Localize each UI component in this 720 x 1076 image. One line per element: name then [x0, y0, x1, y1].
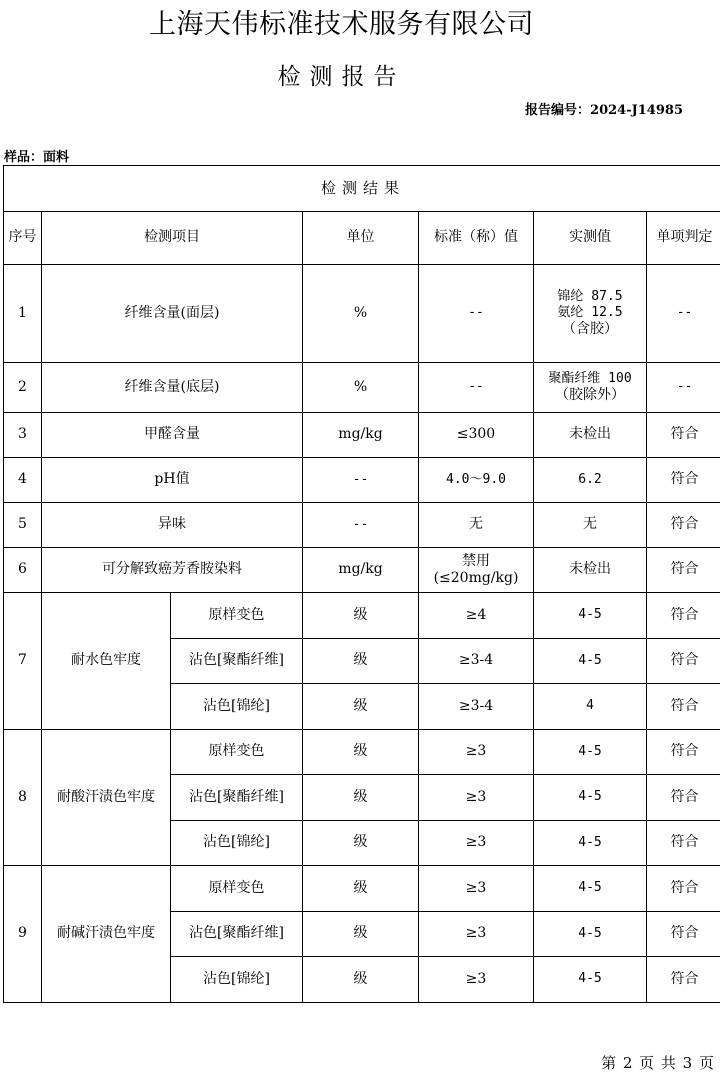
- test-item: 耐酸汗渍色牢度: [42, 729, 171, 866]
- sub-item: 原样变色: [171, 866, 303, 912]
- row-number: 7: [4, 593, 42, 730]
- sub-item: 沾色[锦纶]: [171, 957, 303, 1003]
- measured-value: [534, 503, 647, 548]
- standard-value: --: [419, 363, 534, 413]
- row-number: 6: [4, 548, 42, 593]
- judgement: 符合: [647, 957, 720, 1003]
- judgement: 符合: [647, 729, 720, 775]
- test-item: 纤维含量(底层): [42, 363, 303, 413]
- judgement: 符合: [647, 638, 720, 684]
- standard-value: ≥3: [419, 729, 534, 775]
- report-title: 检测报告: [277, 64, 406, 90]
- sub-item: 沾色[聚酯纤维]: [171, 638, 303, 684]
- measured-line: 未检出: [569, 426, 611, 443]
- table-row: [4, 265, 720, 363]
- table-row: [4, 458, 720, 503]
- measured-value: 4-5: [534, 866, 647, 912]
- sample-label: 样品：: [4, 150, 44, 165]
- standard-value: ≥3-4: [419, 684, 534, 730]
- sub-item: 沾色[锦纶]: [171, 820, 303, 866]
- sample-line: [4, 146, 69, 165]
- table-row: [4, 593, 720, 639]
- measured-value: 4-5: [534, 638, 647, 684]
- row-number: 2: [4, 363, 42, 413]
- standard-value: ≥3: [419, 866, 534, 912]
- test-item: pH值: [42, 458, 303, 503]
- test-item: 异味: [42, 503, 303, 548]
- judgement: 符合: [647, 866, 720, 912]
- row-number: 5: [4, 503, 42, 548]
- judgement: 符合: [647, 548, 720, 593]
- standard-value: --: [419, 265, 534, 363]
- measured-value: [534, 548, 647, 593]
- measured-line: 未检出: [569, 561, 611, 578]
- table-row: [4, 866, 720, 912]
- row-number: 3: [4, 413, 42, 458]
- unit: 级: [303, 593, 419, 639]
- judgement: 符合: [647, 593, 720, 639]
- table-row: [4, 729, 720, 775]
- measured-value: [534, 265, 647, 363]
- sample-value: 面料: [43, 150, 70, 165]
- row-number: 8: [4, 729, 42, 866]
- row-number: 4: [4, 458, 42, 503]
- col-header-standard: 标准（称）值: [419, 212, 534, 265]
- row-number: 1: [4, 265, 42, 363]
- unit: 级: [303, 638, 419, 684]
- judgement: 符合: [647, 911, 720, 957]
- measured-value: 4-5: [534, 775, 647, 821]
- table-caption-row: [4, 166, 720, 212]
- measured-value: [534, 363, 647, 413]
- unit: 级: [303, 684, 419, 730]
- results-table: [3, 165, 720, 1003]
- standard-value: ≤300: [419, 413, 534, 458]
- unit: mg/kg: [303, 413, 419, 458]
- unit: 级: [303, 866, 419, 912]
- report-number-value: 2024-J14985: [590, 103, 683, 118]
- judgement: 符合: [647, 775, 720, 821]
- test-item: 耐水色牢度: [42, 593, 171, 730]
- standard-value: ≥3-4: [419, 638, 534, 684]
- unit: 级: [303, 957, 419, 1003]
- sub-item: 原样变色: [171, 729, 303, 775]
- table-row: [4, 503, 720, 548]
- standard-value: 禁用(≤20mg/kg): [419, 548, 534, 593]
- measured-line: 聚酯纤维 100: [548, 370, 632, 386]
- unit: 级: [303, 820, 419, 866]
- sub-item: 沾色[锦纶]: [171, 684, 303, 730]
- test-item: 可分解致癌芳香胺染料: [42, 548, 303, 593]
- measured-line: （含胶）: [562, 321, 618, 337]
- sub-item: 沾色[聚酯纤维]: [171, 911, 303, 957]
- measured-value: [534, 458, 647, 503]
- unit: 级: [303, 775, 419, 821]
- unit: 级: [303, 729, 419, 775]
- row-number: 9: [4, 866, 42, 1003]
- judgement: 符合: [647, 458, 720, 503]
- unit: 级: [303, 911, 419, 957]
- table-row: [4, 548, 720, 593]
- report-number: [525, 99, 683, 118]
- measured-line: 氨纶 12.5: [557, 304, 623, 320]
- sub-item: 原样变色: [171, 593, 303, 639]
- table-row: [4, 413, 720, 458]
- measured-line: 锦纶 87.5: [557, 288, 623, 304]
- judgement: 符合: [647, 503, 720, 548]
- measured-line: （胶除外）: [555, 386, 625, 403]
- judgement: 符合: [647, 820, 720, 866]
- measured-value: [534, 413, 647, 458]
- sub-item: 沾色[聚酯纤维]: [171, 775, 303, 821]
- measured-line: 6.2: [578, 471, 602, 487]
- col-header-item: 检测项目: [42, 212, 303, 265]
- measured-value: 4-5: [534, 911, 647, 957]
- test-item: 耐碱汗渍色牢度: [42, 866, 171, 1003]
- standard-value: 4.0～9.0: [419, 458, 534, 503]
- measured-value: 4: [534, 684, 647, 730]
- col-header-measured: 实测值: [534, 212, 647, 265]
- table-header-row: [4, 212, 720, 265]
- col-header-no: 序号: [4, 212, 42, 265]
- table-caption: 检测结果: [4, 166, 720, 212]
- test-item: 甲醛含量: [42, 413, 303, 458]
- measured-line: 无: [583, 516, 597, 533]
- col-header-judgement: 单项判定: [647, 212, 720, 265]
- measured-value: 4-5: [534, 729, 647, 775]
- standard-value: ≥3: [419, 775, 534, 821]
- unit: --: [303, 503, 419, 548]
- unit: %: [303, 265, 419, 363]
- unit: --: [303, 458, 419, 503]
- judgement: --: [647, 363, 720, 413]
- test-item: 纤维含量(面层): [42, 265, 303, 363]
- measured-value: 4-5: [534, 957, 647, 1003]
- page-number: 第 2 页 共 3 页: [601, 1054, 715, 1072]
- unit: %: [303, 363, 419, 413]
- standard-value: ≥3: [419, 911, 534, 957]
- report-number-label: 报告编号：: [525, 103, 591, 118]
- standard-value: ≥3: [419, 820, 534, 866]
- col-header-unit: 单位: [303, 212, 419, 265]
- company-name: 上海天伟标准技术服务有限公司: [149, 9, 534, 40]
- judgement: 符合: [647, 413, 720, 458]
- standard-value: ≥3: [419, 957, 534, 1003]
- standard-value: ≥4: [419, 593, 534, 639]
- unit: mg/kg: [303, 548, 419, 593]
- measured-value: 4-5: [534, 593, 647, 639]
- standard-value: 无: [419, 503, 534, 548]
- judgement: --: [647, 265, 720, 363]
- judgement: 符合: [647, 684, 720, 730]
- measured-value: 4-5: [534, 820, 647, 866]
- table-row: [4, 363, 720, 413]
